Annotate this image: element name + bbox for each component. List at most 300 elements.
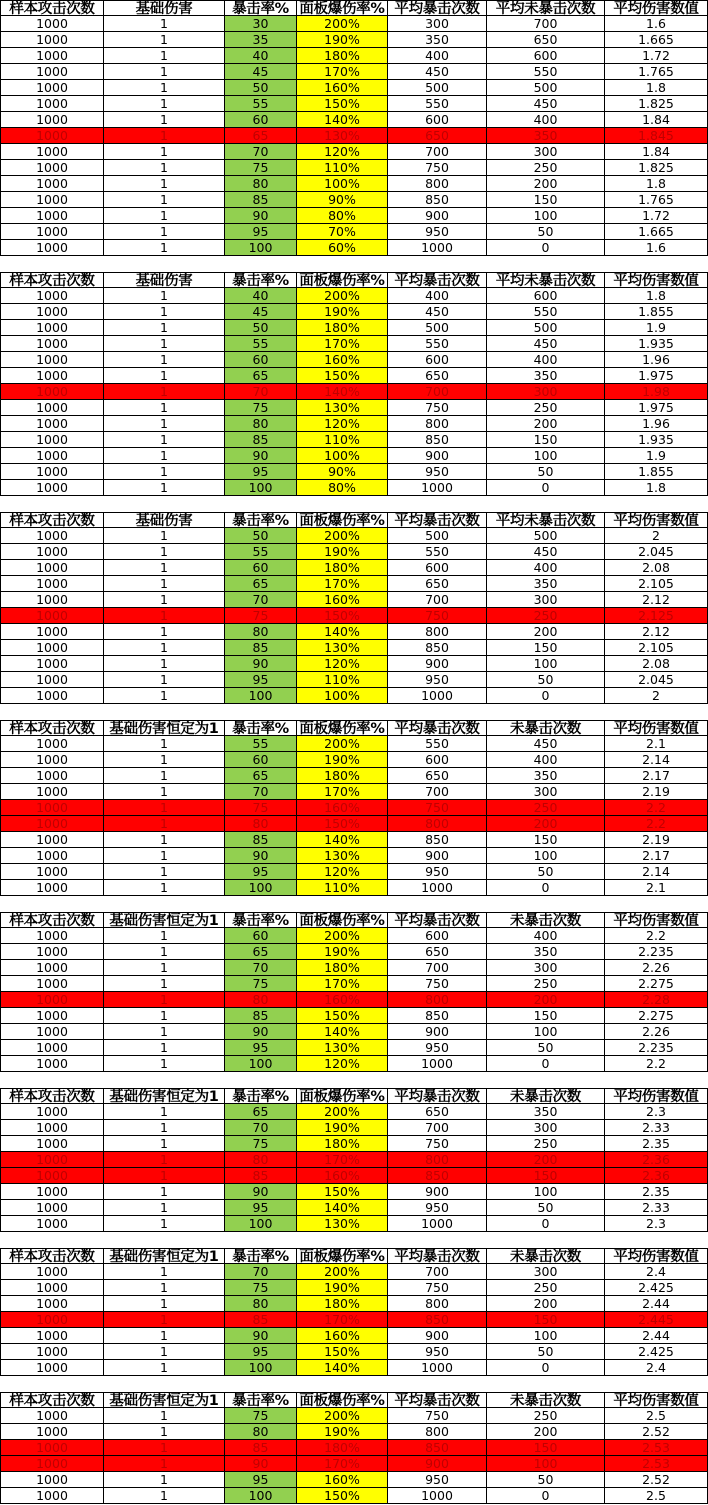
cell-base-damage[interactable]: 1 [104, 1456, 225, 1472]
cell-sample-attacks[interactable]: 1000 [0, 1040, 104, 1056]
cell-avg-crits[interactable]: 850 [388, 1008, 487, 1024]
cell-crit-rate[interactable]: 55 [225, 336, 297, 352]
cell-crit-damage[interactable]: 100% [297, 448, 388, 464]
cell-crit-rate[interactable]: 85 [225, 1168, 297, 1184]
cell-sample-attacks[interactable]: 1000 [0, 208, 104, 224]
cell-crit-damage[interactable]: 150% [297, 368, 388, 384]
cell-avg-damage[interactable]: 2.5 [605, 1408, 708, 1424]
cell-avg-damage[interactable]: 2.35 [605, 1184, 708, 1200]
cell-base-damage[interactable]: 1 [104, 768, 225, 784]
cell-base-damage[interactable]: 1 [104, 544, 225, 560]
cell-avg-crits[interactable]: 850 [388, 832, 487, 848]
cell-avg-damage[interactable]: 2.12 [605, 592, 708, 608]
cell-base-damage[interactable]: 1 [104, 1424, 225, 1440]
cell-crit-damage[interactable]: 160% [297, 800, 388, 816]
cell-non-crits[interactable]: 250 [487, 608, 605, 624]
cell-base-damage[interactable]: 1 [104, 800, 225, 816]
cell-sample-attacks[interactable]: 1000 [0, 416, 104, 432]
cell-sample-attacks[interactable]: 1000 [0, 960, 104, 976]
cell-crit-rate[interactable]: 30 [225, 16, 297, 32]
header-cell-avg-damage[interactable]: 平均伤害数值 [605, 720, 708, 736]
cell-crit-rate[interactable]: 60 [225, 928, 297, 944]
cell-sample-attacks[interactable]: 1000 [0, 1424, 104, 1440]
cell-avg-crits[interactable]: 300 [388, 16, 487, 32]
cell-crit-rate[interactable]: 90 [225, 1456, 297, 1472]
cell-sample-attacks[interactable]: 1000 [0, 544, 104, 560]
cell-sample-attacks[interactable]: 1000 [0, 1264, 104, 1280]
cell-sample-attacks[interactable]: 1000 [0, 672, 104, 688]
cell-crit-rate[interactable]: 90 [225, 448, 297, 464]
cell-sample-attacks[interactable]: 1000 [0, 1408, 104, 1424]
cell-base-damage[interactable]: 1 [104, 320, 225, 336]
cell-avg-crits[interactable]: 950 [388, 1472, 487, 1488]
cell-crit-rate[interactable]: 100 [225, 1056, 297, 1072]
cell-non-crits[interactable]: 250 [487, 160, 605, 176]
cell-avg-crits[interactable]: 850 [388, 1168, 487, 1184]
cell-base-damage[interactable]: 1 [104, 1296, 225, 1312]
header-cell-crit-rate[interactable]: 暴击率% [225, 1248, 297, 1264]
cell-crit-rate[interactable]: 95 [225, 864, 297, 880]
cell-avg-crits[interactable]: 1000 [388, 240, 487, 256]
cell-avg-damage[interactable]: 2.445 [605, 1312, 708, 1328]
cell-avg-damage[interactable]: 2.105 [605, 640, 708, 656]
cell-non-crits[interactable]: 450 [487, 736, 605, 752]
cell-crit-damage[interactable]: 150% [297, 1184, 388, 1200]
header-cell-avg-crits[interactable]: 平均暴击次数 [388, 912, 487, 928]
cell-avg-crits[interactable]: 650 [388, 368, 487, 384]
header-cell-crit-damage[interactable]: 面板爆伤率% [297, 720, 388, 736]
cell-avg-damage[interactable]: 2.14 [605, 752, 708, 768]
cell-crit-damage[interactable]: 120% [297, 416, 388, 432]
cell-sample-attacks[interactable]: 1000 [0, 304, 104, 320]
cell-crit-rate[interactable]: 85 [225, 1312, 297, 1328]
cell-base-damage[interactable]: 1 [104, 416, 225, 432]
cell-crit-rate[interactable]: 100 [225, 240, 297, 256]
cell-avg-crits[interactable]: 750 [388, 400, 487, 416]
cell-avg-damage[interactable]: 1.98 [605, 384, 708, 400]
cell-sample-attacks[interactable]: 1000 [0, 48, 104, 64]
header-cell-crit-damage[interactable]: 面板爆伤率% [297, 1392, 388, 1408]
cell-crit-rate[interactable]: 65 [225, 944, 297, 960]
cell-crit-rate[interactable]: 80 [225, 1152, 297, 1168]
cell-non-crits[interactable]: 300 [487, 1264, 605, 1280]
cell-avg-crits[interactable]: 900 [388, 208, 487, 224]
cell-crit-damage[interactable]: 120% [297, 144, 388, 160]
cell-crit-rate[interactable]: 70 [225, 784, 297, 800]
cell-non-crits[interactable]: 150 [487, 1008, 605, 1024]
cell-crit-damage[interactable]: 150% [297, 1488, 388, 1504]
cell-avg-damage[interactable]: 2.1 [605, 880, 708, 896]
cell-base-damage[interactable]: 1 [104, 1008, 225, 1024]
cell-sample-attacks[interactable]: 1000 [0, 1216, 104, 1232]
cell-avg-crits[interactable]: 650 [388, 768, 487, 784]
cell-crit-damage[interactable]: 170% [297, 1152, 388, 1168]
cell-crit-damage[interactable]: 110% [297, 880, 388, 896]
cell-non-crits[interactable]: 150 [487, 192, 605, 208]
cell-avg-damage[interactable]: 1.8 [605, 480, 708, 496]
cell-base-damage[interactable]: 1 [104, 1472, 225, 1488]
cell-non-crits[interactable]: 100 [487, 656, 605, 672]
cell-sample-attacks[interactable]: 1000 [0, 1472, 104, 1488]
cell-sample-attacks[interactable]: 1000 [0, 976, 104, 992]
cell-crit-damage[interactable]: 160% [297, 992, 388, 1008]
cell-sample-attacks[interactable]: 1000 [0, 1328, 104, 1344]
cell-avg-crits[interactable]: 800 [388, 624, 487, 640]
cell-sample-attacks[interactable]: 1000 [0, 1120, 104, 1136]
cell-avg-crits[interactable]: 600 [388, 928, 487, 944]
cell-crit-rate[interactable]: 50 [225, 528, 297, 544]
cell-crit-damage[interactable]: 190% [297, 1280, 388, 1296]
cell-crit-rate[interactable]: 60 [225, 112, 297, 128]
cell-non-crits[interactable]: 450 [487, 96, 605, 112]
cell-crit-damage[interactable]: 190% [297, 544, 388, 560]
cell-crit-rate[interactable]: 65 [225, 768, 297, 784]
cell-avg-crits[interactable]: 500 [388, 80, 487, 96]
cell-avg-damage[interactable]: 2.275 [605, 976, 708, 992]
cell-non-crits[interactable]: 400 [487, 752, 605, 768]
cell-avg-crits[interactable]: 700 [388, 592, 487, 608]
cell-avg-damage[interactable]: 2.33 [605, 1120, 708, 1136]
cell-crit-rate[interactable]: 70 [225, 384, 297, 400]
cell-crit-damage[interactable]: 130% [297, 1040, 388, 1056]
cell-crit-rate[interactable]: 100 [225, 480, 297, 496]
cell-crit-damage[interactable]: 200% [297, 1264, 388, 1280]
cell-non-crits[interactable]: 350 [487, 368, 605, 384]
cell-crit-damage[interactable]: 130% [297, 128, 388, 144]
header-cell-avg-crits[interactable]: 平均暴击次数 [388, 1392, 487, 1408]
cell-non-crits[interactable]: 50 [487, 1344, 605, 1360]
cell-sample-attacks[interactable]: 1000 [0, 928, 104, 944]
cell-non-crits[interactable]: 250 [487, 1280, 605, 1296]
header-cell-non-crits[interactable]: 未暴击次数 [487, 912, 605, 928]
cell-crit-rate[interactable]: 45 [225, 304, 297, 320]
cell-non-crits[interactable]: 700 [487, 16, 605, 32]
cell-sample-attacks[interactable]: 1000 [0, 880, 104, 896]
cell-sample-attacks[interactable]: 1000 [0, 1184, 104, 1200]
cell-avg-damage[interactable]: 2.19 [605, 832, 708, 848]
header-cell-avg-crits[interactable]: 平均暴击次数 [388, 512, 487, 528]
cell-avg-damage[interactable]: 2.1 [605, 736, 708, 752]
cell-crit-damage[interactable]: 70% [297, 224, 388, 240]
cell-crit-damage[interactable]: 160% [297, 1328, 388, 1344]
cell-base-damage[interactable]: 1 [104, 1216, 225, 1232]
cell-crit-rate[interactable]: 80 [225, 1424, 297, 1440]
cell-avg-damage[interactable]: 2.53 [605, 1440, 708, 1456]
cell-base-damage[interactable]: 1 [104, 976, 225, 992]
cell-crit-damage[interactable]: 120% [297, 1056, 388, 1072]
cell-non-crits[interactable]: 200 [487, 176, 605, 192]
cell-avg-crits[interactable]: 750 [388, 1136, 487, 1152]
cell-avg-damage[interactable]: 2.08 [605, 656, 708, 672]
cell-non-crits[interactable]: 100 [487, 1456, 605, 1472]
cell-base-damage[interactable]: 1 [104, 752, 225, 768]
cell-non-crits[interactable]: 600 [487, 288, 605, 304]
cell-avg-crits[interactable]: 450 [388, 304, 487, 320]
cell-crit-damage[interactable]: 130% [297, 400, 388, 416]
cell-avg-damage[interactable]: 2.44 [605, 1328, 708, 1344]
cell-base-damage[interactable]: 1 [104, 1152, 225, 1168]
cell-base-damage[interactable]: 1 [104, 1104, 225, 1120]
cell-sample-attacks[interactable]: 1000 [0, 128, 104, 144]
cell-avg-damage[interactable]: 2.5 [605, 1488, 708, 1504]
cell-sample-attacks[interactable]: 1000 [0, 464, 104, 480]
cell-crit-damage[interactable]: 190% [297, 752, 388, 768]
cell-crit-damage[interactable]: 190% [297, 1120, 388, 1136]
cell-avg-crits[interactable]: 900 [388, 1456, 487, 1472]
cell-avg-damage[interactable]: 2.36 [605, 1168, 708, 1184]
cell-non-crits[interactable]: 0 [487, 1216, 605, 1232]
cell-crit-damage[interactable]: 110% [297, 160, 388, 176]
cell-non-crits[interactable]: 250 [487, 800, 605, 816]
header-cell-crit-damage[interactable]: 面板爆伤率% [297, 912, 388, 928]
cell-crit-rate[interactable]: 35 [225, 32, 297, 48]
cell-crit-rate[interactable]: 90 [225, 848, 297, 864]
cell-avg-crits[interactable]: 950 [388, 224, 487, 240]
cell-sample-attacks[interactable]: 1000 [0, 1104, 104, 1120]
cell-crit-damage[interactable]: 170% [297, 784, 388, 800]
cell-sample-attacks[interactable]: 1000 [0, 80, 104, 96]
cell-crit-rate[interactable]: 100 [225, 1488, 297, 1504]
cell-non-crits[interactable]: 350 [487, 768, 605, 784]
cell-base-damage[interactable]: 1 [104, 432, 225, 448]
cell-base-damage[interactable]: 1 [104, 1440, 225, 1456]
cell-avg-damage[interactable]: 2.2 [605, 816, 708, 832]
cell-crit-damage[interactable]: 60% [297, 240, 388, 256]
cell-base-damage[interactable]: 1 [104, 160, 225, 176]
cell-base-damage[interactable]: 1 [104, 128, 225, 144]
cell-base-damage[interactable]: 1 [104, 592, 225, 608]
cell-sample-attacks[interactable]: 1000 [0, 1488, 104, 1504]
cell-avg-damage[interactable]: 1.665 [605, 32, 708, 48]
cell-crit-rate[interactable]: 75 [225, 1408, 297, 1424]
cell-sample-attacks[interactable]: 1000 [0, 1440, 104, 1456]
cell-avg-crits[interactable]: 550 [388, 96, 487, 112]
cell-sample-attacks[interactable]: 1000 [0, 1168, 104, 1184]
cell-base-damage[interactable]: 1 [104, 1344, 225, 1360]
cell-crit-damage[interactable]: 140% [297, 384, 388, 400]
cell-avg-damage[interactable]: 1.855 [605, 304, 708, 320]
cell-avg-damage[interactable]: 2.28 [605, 992, 708, 1008]
cell-non-crits[interactable]: 250 [487, 1136, 605, 1152]
cell-crit-rate[interactable]: 95 [225, 1344, 297, 1360]
cell-avg-damage[interactable]: 1.6 [605, 16, 708, 32]
cell-sample-attacks[interactable]: 1000 [0, 752, 104, 768]
cell-avg-damage[interactable]: 1.845 [605, 128, 708, 144]
cell-crit-damage[interactable]: 140% [297, 1360, 388, 1376]
cell-avg-crits[interactable]: 550 [388, 336, 487, 352]
cell-non-crits[interactable]: 400 [487, 928, 605, 944]
cell-sample-attacks[interactable]: 1000 [0, 320, 104, 336]
cell-base-damage[interactable]: 1 [104, 816, 225, 832]
header-cell-sample-attacks[interactable]: 样本攻击次数 [0, 0, 104, 16]
header-cell-non-crits[interactable]: 未暴击次数 [487, 1088, 605, 1104]
cell-avg-crits[interactable]: 1000 [388, 1360, 487, 1376]
cell-avg-damage[interactable]: 2.12 [605, 624, 708, 640]
cell-base-damage[interactable]: 1 [104, 992, 225, 1008]
cell-avg-crits[interactable]: 600 [388, 752, 487, 768]
header-cell-avg-crits[interactable]: 平均暴击次数 [388, 272, 487, 288]
cell-avg-crits[interactable]: 900 [388, 656, 487, 672]
cell-non-crits[interactable]: 50 [487, 672, 605, 688]
cell-non-crits[interactable]: 50 [487, 1040, 605, 1056]
cell-sample-attacks[interactable]: 1000 [0, 1008, 104, 1024]
cell-avg-damage[interactable]: 2.44 [605, 1296, 708, 1312]
cell-crit-rate[interactable]: 65 [225, 128, 297, 144]
cell-crit-rate[interactable]: 55 [225, 544, 297, 560]
cell-non-crits[interactable]: 200 [487, 624, 605, 640]
cell-avg-damage[interactable]: 2.35 [605, 1136, 708, 1152]
cell-crit-damage[interactable]: 80% [297, 480, 388, 496]
cell-base-damage[interactable]: 1 [104, 1264, 225, 1280]
cell-avg-damage[interactable]: 2.33 [605, 1200, 708, 1216]
cell-sample-attacks[interactable]: 1000 [0, 1024, 104, 1040]
cell-avg-damage[interactable]: 1.84 [605, 144, 708, 160]
cell-avg-crits[interactable]: 650 [388, 128, 487, 144]
header-cell-crit-damage[interactable]: 面板爆伤率% [297, 1248, 388, 1264]
cell-crit-damage[interactable]: 150% [297, 608, 388, 624]
header-cell-base-damage[interactable]: 基础伤害恒定为1 [104, 912, 225, 928]
cell-base-damage[interactable]: 1 [104, 672, 225, 688]
cell-crit-rate[interactable]: 95 [225, 1200, 297, 1216]
cell-non-crits[interactable]: 200 [487, 1424, 605, 1440]
cell-avg-crits[interactable]: 700 [388, 1120, 487, 1136]
cell-base-damage[interactable]: 1 [104, 464, 225, 480]
cell-sample-attacks[interactable]: 1000 [0, 96, 104, 112]
cell-sample-attacks[interactable]: 1000 [0, 176, 104, 192]
cell-base-damage[interactable]: 1 [104, 224, 225, 240]
cell-sample-attacks[interactable]: 1000 [0, 816, 104, 832]
header-cell-base-damage[interactable]: 基础伤害恒定为1 [104, 720, 225, 736]
cell-base-damage[interactable]: 1 [104, 16, 225, 32]
cell-avg-damage[interactable]: 2.425 [605, 1280, 708, 1296]
cell-avg-crits[interactable]: 700 [388, 144, 487, 160]
cell-avg-damage[interactable]: 2.26 [605, 1024, 708, 1040]
cell-base-damage[interactable]: 1 [104, 448, 225, 464]
cell-sample-attacks[interactable]: 1000 [0, 288, 104, 304]
cell-sample-attacks[interactable]: 1000 [0, 240, 104, 256]
cell-base-damage[interactable]: 1 [104, 944, 225, 960]
cell-non-crits[interactable]: 250 [487, 400, 605, 416]
cell-crit-rate[interactable]: 80 [225, 1296, 297, 1312]
cell-base-damage[interactable]: 1 [104, 1408, 225, 1424]
cell-sample-attacks[interactable]: 1000 [0, 688, 104, 704]
cell-base-damage[interactable]: 1 [104, 1024, 225, 1040]
cell-crit-rate[interactable]: 90 [225, 656, 297, 672]
cell-crit-damage[interactable]: 160% [297, 352, 388, 368]
cell-base-damage[interactable]: 1 [104, 64, 225, 80]
cell-crit-rate[interactable]: 65 [225, 576, 297, 592]
cell-crit-rate[interactable]: 65 [225, 368, 297, 384]
cell-crit-damage[interactable]: 80% [297, 208, 388, 224]
cell-crit-damage[interactable]: 110% [297, 432, 388, 448]
header-cell-base-damage[interactable]: 基础伤害 [104, 0, 225, 16]
cell-avg-damage[interactable]: 1.96 [605, 352, 708, 368]
cell-avg-crits[interactable]: 700 [388, 384, 487, 400]
cell-sample-attacks[interactable]: 1000 [0, 1152, 104, 1168]
cell-avg-crits[interactable]: 800 [388, 1296, 487, 1312]
cell-sample-attacks[interactable]: 1000 [0, 432, 104, 448]
cell-crit-damage[interactable]: 200% [297, 928, 388, 944]
cell-crit-rate[interactable]: 100 [225, 880, 297, 896]
cell-crit-rate[interactable]: 95 [225, 1472, 297, 1488]
cell-avg-crits[interactable]: 400 [388, 48, 487, 64]
cell-avg-crits[interactable]: 900 [388, 448, 487, 464]
cell-base-damage[interactable]: 1 [104, 960, 225, 976]
cell-base-damage[interactable]: 1 [104, 832, 225, 848]
cell-sample-attacks[interactable]: 1000 [0, 1312, 104, 1328]
cell-base-damage[interactable]: 1 [104, 1120, 225, 1136]
cell-non-crits[interactable]: 100 [487, 1024, 605, 1040]
cell-non-crits[interactable]: 100 [487, 448, 605, 464]
cell-avg-crits[interactable]: 750 [388, 608, 487, 624]
cell-sample-attacks[interactable]: 1000 [0, 32, 104, 48]
header-cell-non-crits[interactable]: 未暴击次数 [487, 1248, 605, 1264]
cell-avg-crits[interactable]: 850 [388, 1440, 487, 1456]
cell-crit-damage[interactable]: 200% [297, 16, 388, 32]
cell-crit-damage[interactable]: 170% [297, 64, 388, 80]
cell-avg-damage[interactable]: 1.975 [605, 400, 708, 416]
cell-crit-rate[interactable]: 60 [225, 560, 297, 576]
cell-crit-rate[interactable]: 55 [225, 736, 297, 752]
cell-avg-damage[interactable]: 2.4 [605, 1360, 708, 1376]
cell-avg-crits[interactable]: 750 [388, 1280, 487, 1296]
header-cell-avg-damage[interactable]: 平均伤害数值 [605, 512, 708, 528]
header-cell-avg-damage[interactable]: 平均伤害数值 [605, 1088, 708, 1104]
header-cell-avg-crits[interactable]: 平均暴击次数 [388, 1088, 487, 1104]
cell-avg-crits[interactable]: 950 [388, 672, 487, 688]
cell-crit-damage[interactable]: 150% [297, 816, 388, 832]
cell-crit-damage[interactable]: 110% [297, 672, 388, 688]
cell-crit-damage[interactable]: 100% [297, 176, 388, 192]
cell-non-crits[interactable]: 150 [487, 1168, 605, 1184]
header-cell-sample-attacks[interactable]: 样本攻击次数 [0, 720, 104, 736]
cell-crit-damage[interactable]: 140% [297, 1024, 388, 1040]
cell-base-damage[interactable]: 1 [104, 144, 225, 160]
cell-non-crits[interactable]: 100 [487, 1328, 605, 1344]
cell-non-crits[interactable]: 100 [487, 1184, 605, 1200]
cell-avg-crits[interactable]: 900 [388, 1184, 487, 1200]
cell-avg-damage[interactable]: 2.14 [605, 864, 708, 880]
cell-avg-crits[interactable]: 500 [388, 528, 487, 544]
cell-base-damage[interactable]: 1 [104, 784, 225, 800]
cell-avg-crits[interactable]: 850 [388, 192, 487, 208]
cell-avg-crits[interactable]: 1000 [388, 1488, 487, 1504]
cell-non-crits[interactable]: 0 [487, 688, 605, 704]
cell-base-damage[interactable]: 1 [104, 112, 225, 128]
cell-avg-damage[interactable]: 1.8 [605, 80, 708, 96]
header-cell-avg-crits[interactable]: 平均暴击次数 [388, 720, 487, 736]
cell-crit-rate[interactable]: 85 [225, 640, 297, 656]
cell-crit-rate[interactable]: 85 [225, 1008, 297, 1024]
cell-crit-damage[interactable]: 160% [297, 1168, 388, 1184]
header-cell-crit-rate[interactable]: 暴击率% [225, 912, 297, 928]
cell-crit-rate[interactable]: 55 [225, 96, 297, 112]
cell-non-crits[interactable]: 0 [487, 240, 605, 256]
cell-crit-rate[interactable]: 90 [225, 1024, 297, 1040]
cell-avg-damage[interactable]: 1.975 [605, 368, 708, 384]
header-cell-non-crits[interactable]: 平均未暴击次数 [487, 512, 605, 528]
cell-sample-attacks[interactable]: 1000 [0, 1056, 104, 1072]
cell-sample-attacks[interactable]: 1000 [0, 624, 104, 640]
header-cell-non-crits[interactable]: 未暴击次数 [487, 720, 605, 736]
cell-avg-damage[interactable]: 2.2 [605, 1056, 708, 1072]
cell-crit-rate[interactable]: 70 [225, 592, 297, 608]
cell-avg-crits[interactable]: 750 [388, 160, 487, 176]
cell-crit-damage[interactable]: 140% [297, 624, 388, 640]
cell-base-damage[interactable]: 1 [104, 96, 225, 112]
cell-avg-crits[interactable]: 850 [388, 640, 487, 656]
cell-base-damage[interactable]: 1 [104, 640, 225, 656]
